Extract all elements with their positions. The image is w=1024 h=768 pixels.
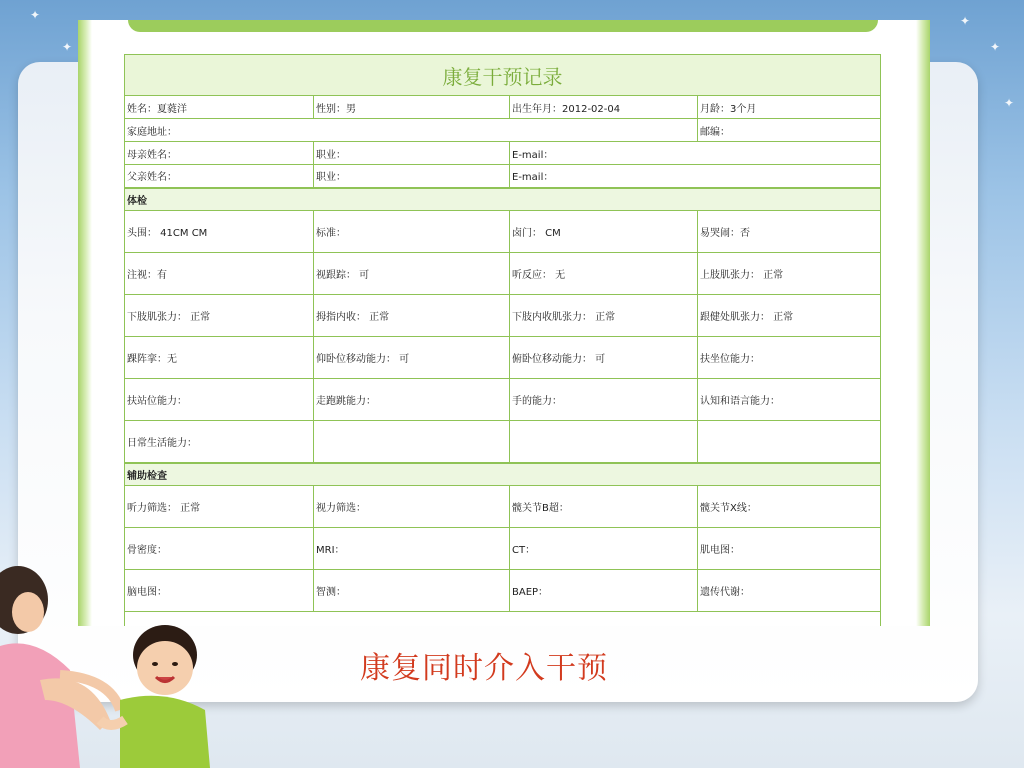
exam-cell: 视跟踪： 可 bbox=[314, 253, 510, 295]
exam-cell: 扶坐位能力： bbox=[698, 337, 881, 379]
aux-cell: 肌电图： bbox=[698, 528, 881, 570]
exam-cell: 手的能力： bbox=[510, 379, 698, 421]
exam-cell bbox=[314, 421, 510, 463]
aux-cell: MRI： bbox=[314, 528, 510, 570]
record-title: 康复干预记录 bbox=[125, 55, 881, 96]
exam-cell: 下肢肌张力： 正常 bbox=[125, 295, 314, 337]
document-frame bbox=[78, 20, 930, 626]
aux-cell: 脑电图： bbox=[125, 570, 314, 612]
aux-cell: 遗传代谢： bbox=[698, 570, 881, 612]
exam-cell: 俯卧位移动能力： 可 bbox=[510, 337, 698, 379]
aux-cell: 智测： bbox=[314, 570, 510, 612]
address-field: 家庭地址： bbox=[125, 119, 698, 142]
exam-cell: 听反应： 无 bbox=[510, 253, 698, 295]
aux-cell: BAEP： bbox=[510, 570, 698, 612]
exam-cell: 跟健处肌张力： 正常 bbox=[698, 295, 881, 337]
mother-job-field: 职业： bbox=[314, 142, 510, 165]
record-sheet bbox=[124, 54, 880, 626]
exam-cell: 标准： bbox=[314, 211, 510, 253]
sparkle-icon: ✦ bbox=[1004, 96, 1015, 110]
exam-cell: 卤门： CM bbox=[510, 211, 698, 253]
exam-cell: 拇指内收： 正常 bbox=[314, 295, 510, 337]
gender-field: 性别：男 bbox=[314, 96, 510, 119]
exam-cell: 注视：有 bbox=[125, 253, 314, 295]
section-exam-heading: 体检 bbox=[125, 188, 881, 211]
age-months-field: 月龄：3个月 bbox=[698, 96, 881, 119]
name-field: 姓名：夏蕤洋 bbox=[125, 96, 314, 119]
sparkle-icon: ✦ bbox=[990, 40, 1001, 54]
exam-cell: 下肢内收肌张力： 正常 bbox=[510, 295, 698, 337]
aux-cell: CT： bbox=[510, 528, 698, 570]
aux-cell: 骨密度： bbox=[125, 528, 314, 570]
aux-cell: 听力筛选： 正常 bbox=[125, 486, 314, 528]
exam-cell: 走跑跳能力： bbox=[314, 379, 510, 421]
postcode-field: 邮编： bbox=[698, 119, 881, 142]
exam-cell bbox=[510, 421, 698, 463]
sparkle-icon: ✦ bbox=[30, 8, 41, 22]
exam-cell: 仰卧位移动能力： 可 bbox=[314, 337, 510, 379]
document-top-bar bbox=[128, 20, 878, 32]
birthdate-field: 出生年月：2012-02-04 bbox=[510, 96, 698, 119]
father-email-field: E-mail： bbox=[510, 165, 881, 188]
section-aux-heading: 辅助检查 bbox=[125, 463, 881, 486]
mother-email-field: E-mail： bbox=[510, 142, 881, 165]
mother-child-illustration bbox=[0, 560, 220, 768]
aux-cell: 视力筛选： bbox=[314, 486, 510, 528]
exam-cell bbox=[698, 421, 881, 463]
aux-cell: 髋关节X线： bbox=[698, 486, 881, 528]
exam-cell: 踝阵挛：无 bbox=[125, 337, 314, 379]
record-table bbox=[124, 54, 881, 626]
father-job-field: 职业： bbox=[314, 165, 510, 188]
aux-cell: 髋关节B超： bbox=[510, 486, 698, 528]
exam-cell: 认知和语言能力： bbox=[698, 379, 881, 421]
father-name-field: 父亲姓名： bbox=[125, 165, 314, 188]
exam-cell: 扶站位能力： bbox=[125, 379, 314, 421]
mother-name-field: 母亲姓名： bbox=[125, 142, 314, 165]
exam-cell: 头围： 41CM CM bbox=[125, 211, 314, 253]
slide-caption: 康复同时介入干预 bbox=[360, 651, 608, 686]
exam-cell: 日常生活能力： bbox=[125, 421, 314, 463]
exam-cell: 易哭闹：否 bbox=[698, 211, 881, 253]
sparkle-icon: ✦ bbox=[960, 14, 971, 28]
sparkle-icon: ✦ bbox=[62, 40, 73, 54]
empty-row bbox=[125, 612, 881, 627]
exam-cell: 上肢肌张力： 正常 bbox=[698, 253, 881, 295]
